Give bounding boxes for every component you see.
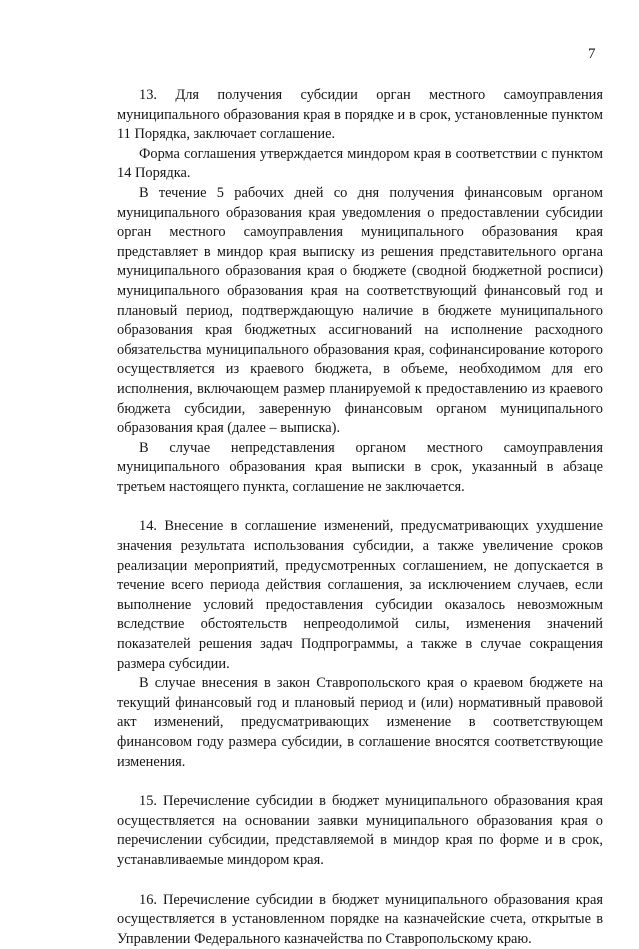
paragraph-16: 16. Перечисление субсидии в бюджет муниципального образования края осуществляется в установленном порядке на казначейские счета, открытые в Управлении Федерального казначейства по Ставропольскому краю. [117, 891, 603, 947]
section-gap [117, 772, 603, 792]
paragraph-non-submission: В случае непредставления органом местного самоуправления муниципального образования края выписки в срок, указанный в абзаце третьем настоящего пункта, соглашение не заключается. [117, 439, 603, 495]
paragraph-statement-submission: В течение 5 рабочих дней со дня получения финансовым органом муниципального образования края уведомления о предоставлении субсидии орган местного самоуправления муниципального образования края представляет в миндор края выписку из решения представительного органа муниципального образования края о бюджете (сводной бюджетной росписи) муниципального образования края на соответствующий финансовый год и плановый период, подтверждающую наличие в бюджете муниципального образования края бюджетных ассигнований на исполнение расходного обязательства муниципального образования края, софинансирование которого осуществляется из краевого бюджета, в объеме, необходимом для его исполнения, включающем размер планируемой к предоставлению из краевого бюджета субсидии, заверенную финансовым органом муниципального образования края (далее – выписка). [117, 184, 603, 437]
page-number: 7 [588, 46, 596, 62]
paragraph-13: 13. Для получения субсидии орган местного самоуправления муниципального образования края в порядке и в срок, установленные пунктом 11 Порядка, заключает соглашение. [117, 87, 603, 143]
paragraph-agreement-form: Форма соглашения утверждается миндором края в соответствии с пунктом 14 Порядка. [117, 145, 603, 182]
paragraph-law-amendments: В случае внесения в закон Ставропольского края о краевом бюджете на текущий финансовый год и плановый период и (или) нормативный правовой акт изменений, предусматривающих изменение в соответствующем финансовом году размера субсидии, в соглашение вносятся соответствующие изменения. [117, 675, 603, 770]
paragraph-14: 14. Внесение в соглашение изменений, предусматривающих ухудшение значения результата использования субсидии, а также увеличение сроков реализации мероприятий, предусмотренных соглашением, не допускается в течение всего периода действия соглашения, за исключением случаев, если выполнение условий предоставления субсидии оказалось невозможным вследствие обстоятельств непреодолимой силы, изменения значений показателей решения задач Подпрограммы, а также в случае сокращения размера субсидии. [117, 518, 603, 672]
document-body [117, 86, 603, 949]
section-gap [117, 497, 603, 517]
paragraph-15: 15. Перечисление субсидии в бюджет муниципального образования края осуществляется на основании заявки муниципального образования края о перечислении субсидии, представляемой в миндор края по форме и в срок, устанавливаемые миндором края. [117, 793, 603, 868]
section-gap [117, 871, 603, 891]
